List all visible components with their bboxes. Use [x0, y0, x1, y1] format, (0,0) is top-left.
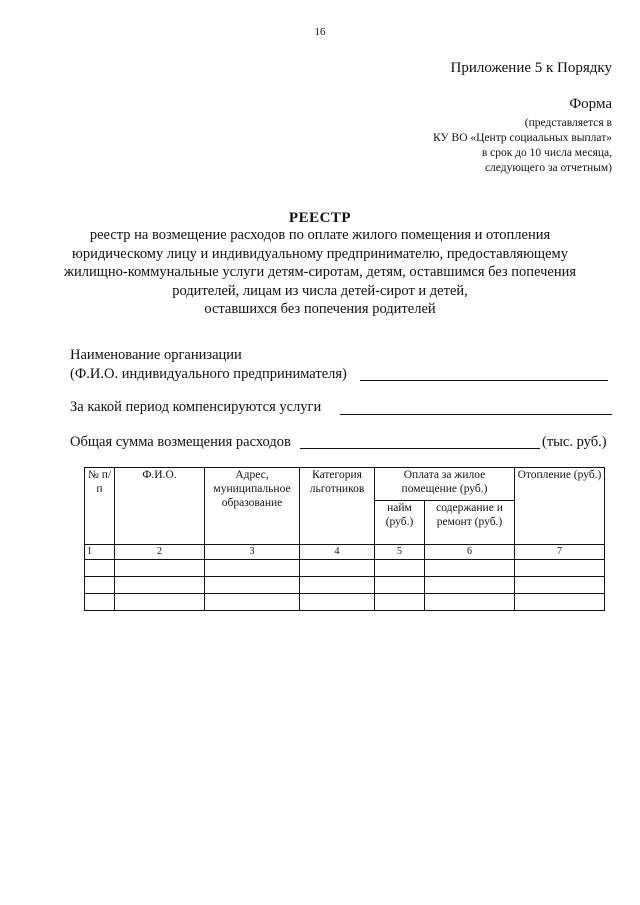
table-cell[interactable]	[300, 577, 375, 594]
column-number: 2	[115, 545, 205, 560]
header-maintenance: содержание и ремонт (руб.)	[425, 501, 515, 545]
header-heating: Отопление (руб.)	[515, 468, 605, 545]
header-rent: найм (руб.)	[375, 501, 425, 545]
period-label: За какой период компенсируются услуги	[70, 399, 322, 415]
header-number: № п/п	[85, 468, 115, 545]
table-cell[interactable]	[115, 577, 205, 594]
table-row	[85, 594, 605, 611]
period-blank-line[interactable]	[340, 414, 612, 415]
table-cell[interactable]	[205, 594, 300, 611]
page-number: 16	[314, 26, 326, 38]
column-number-row	[85, 545, 605, 560]
org-name-blank-line[interactable]	[360, 380, 608, 381]
table-cell[interactable]	[425, 594, 515, 611]
table-row	[85, 577, 605, 594]
table-cell[interactable]	[300, 594, 375, 611]
ip-name-label: (Ф.И.О. индивидуального предпринимателя)	[70, 366, 347, 382]
total-amount-label: Общая сумма возмещения расходов	[70, 434, 291, 450]
table-cell[interactable]	[85, 560, 115, 577]
subtitle-line: реестр на возмещение расходов по оплате жилого помещения и отопления	[89, 227, 551, 243]
table-cell[interactable]	[425, 560, 515, 577]
form-note-line: (представляется в	[524, 117, 612, 129]
table-cell[interactable]	[375, 594, 425, 611]
subtitle-line: оставшихся без попечения родителей	[204, 301, 436, 317]
registry-table	[84, 467, 605, 611]
column-number: 4	[300, 545, 375, 560]
table-cell[interactable]	[375, 560, 425, 577]
table-cell[interactable]	[85, 594, 115, 611]
subtitle-line: родителей, лицам из числа детей-сирот и детей,	[172, 282, 468, 299]
column-number: 5	[375, 545, 425, 560]
header-address: Адрес, муниципальное образование	[205, 468, 300, 545]
subtitle-line: юридическому лицу и индивидуальному предпринимателю, предоставляющему	[72, 245, 568, 262]
org-name-label: Наименование организации	[70, 347, 242, 363]
table-cell[interactable]	[115, 560, 205, 577]
table-cell[interactable]	[515, 594, 605, 611]
column-number: 7	[515, 545, 605, 560]
column-number: 1	[85, 545, 115, 560]
table-cell[interactable]	[115, 594, 205, 611]
header-category: Категория льготников	[300, 468, 375, 545]
table-header-row	[85, 468, 605, 501]
table-row	[85, 560, 605, 577]
table-cell[interactable]	[300, 560, 375, 577]
document-subtitle	[40, 226, 600, 319]
appendix-reference: Приложение 5 к Порядку	[450, 60, 612, 76]
table-cell[interactable]	[205, 577, 300, 594]
form-submission-note	[433, 116, 612, 176]
form-note-line: следующего за отчетным)	[484, 162, 612, 174]
column-number: 6	[425, 545, 515, 560]
table-cell[interactable]	[85, 577, 115, 594]
subtitle-line: жилищно-коммунальные услуги детям-сиротам, детям, оставшимся без попечения	[63, 264, 577, 280]
total-amount-blank-line[interactable]	[300, 448, 540, 449]
form-note-line: КУ ВО «Центр социальных выплат»	[433, 132, 612, 144]
form-note-line: в срок до 10 числа месяца,	[481, 147, 612, 159]
header-housing-payment: Оплата за жилое помещение (руб.)	[375, 468, 515, 501]
form-label: Форма	[569, 96, 612, 112]
table-cell[interactable]	[515, 577, 605, 594]
table-cell[interactable]	[515, 560, 605, 577]
table-cell[interactable]	[425, 577, 515, 594]
total-unit-label: (тыс. руб.)	[542, 434, 607, 450]
table-cell[interactable]	[375, 577, 425, 594]
document-title: РЕЕСТР	[288, 210, 352, 226]
column-number: 3	[205, 545, 300, 560]
header-fio: Ф.И.О.	[115, 468, 205, 545]
table-cell[interactable]	[205, 560, 300, 577]
